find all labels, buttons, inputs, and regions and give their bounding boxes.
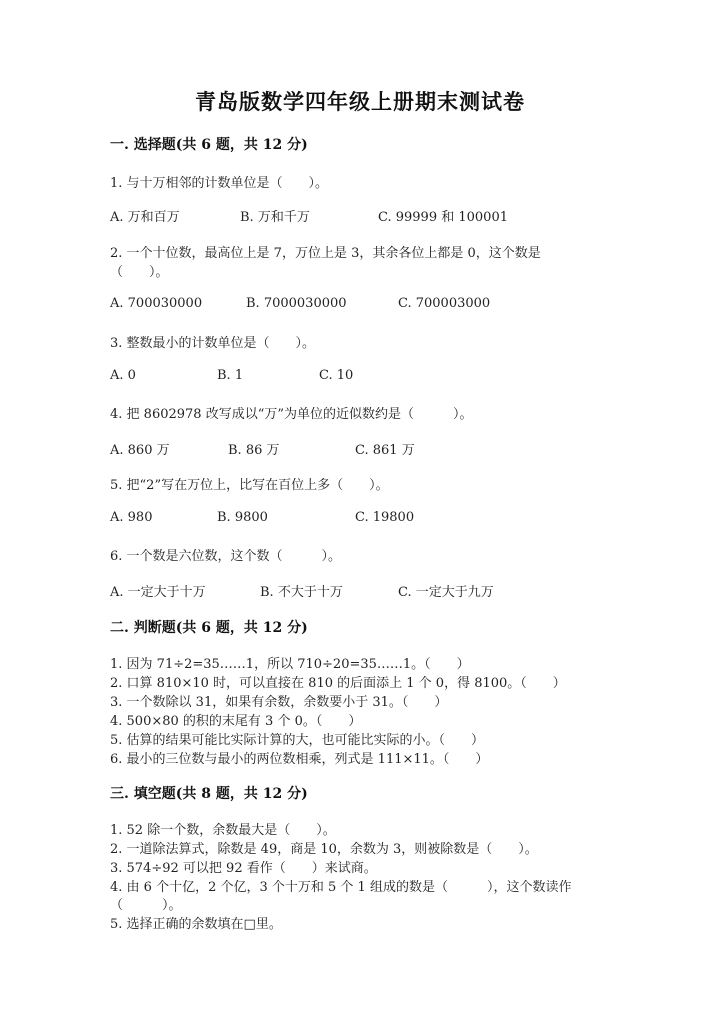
option-c: C. 99999 和 100001 <box>378 210 508 225</box>
fill-blank-item: 5. 选择正确的余数填在□里。 <box>110 917 282 932</box>
option-a: A. 0 <box>110 368 136 383</box>
judgement-item: 5. 估算的结果可能比实际计算的大，也可能比实际的小。（ ） <box>110 733 485 748</box>
option-c: C. 861 万 <box>355 443 415 458</box>
option-b: B. 不大于十万 <box>260 585 343 600</box>
option-b: B. 86 万 <box>228 443 280 458</box>
option-a: A. 980 <box>110 510 153 525</box>
page-title: 青岛版数学四年级上册期末测试卷 <box>195 89 525 114</box>
option-a: A. 一定大于十万 <box>110 585 206 600</box>
fill-blank-item: 1. 52 除一个数，余数最大是（ ）。 <box>110 823 336 838</box>
question-stem: 3. 整数最小的计数单位是（ ）。 <box>110 336 316 351</box>
fill-blank-item: 4. 由 6 个十亿，2 个亿，3 个十万和 5 个 1 组成的数是（ ），这个数读作 <box>110 880 572 895</box>
section-heading-judgement: 二. 判断题(共 6 题，共 12 分) <box>110 620 308 636</box>
option-c: C. 10 <box>319 368 354 383</box>
question-stem: 2. 一个十位数，最高位上是 7，万位上是 3，其余各位上都是 0，这个数是 <box>110 246 541 261</box>
option-b: B. 7000030000 <box>246 296 347 311</box>
judgement-item: 3. 一个数除以 31，如果有余数，余数要小于 31。（ ） <box>110 695 448 710</box>
judgement-item: 6. 最小的三位数与最小的两位数相乘，列式是 111×11。（ ） <box>110 752 489 767</box>
judgement-item: 2. 口算 810×10 时，可以直接在 810 的后面添上 1 个 0，得 8100。（ ） <box>110 676 566 691</box>
option-b: B. 9800 <box>217 510 268 525</box>
option-a: A. 万和百万 <box>110 210 180 225</box>
option-a: A. 700030000 <box>110 296 203 311</box>
question-stem: 6. 一个数是六位数，这个数（ ）。 <box>110 549 342 564</box>
judgement-item: 1. 因为 71÷2=35……1，所以 710÷20=35……1。（ ） <box>110 657 470 672</box>
section-heading-choice: 一. 选择题(共 6 题，共 12 分) <box>110 137 308 153</box>
fill-blank-item: 2. 一道除法算式，除数是 49，商是 10，余数为 3，则被除数是（ ）。 <box>110 842 538 857</box>
fill-blank-item: 3. 574÷92 可以把 92 看作（ ）来试商。 <box>110 861 377 876</box>
option-b: B. 1 <box>217 368 244 383</box>
section-heading-fill-blank: 三. 填空题(共 8 题，共 12 分) <box>110 786 308 802</box>
question-stem-continued: （ ）。 <box>110 265 169 280</box>
question-stem: 5. 把“2”写在万位上，比写在百位上多（ ）。 <box>110 478 389 493</box>
fill-blank-item-continued: （ ）。 <box>110 898 182 913</box>
judgement-item: 4. 500×80 的积的末尾有 3 个 0。（ ） <box>110 714 362 729</box>
question-stem: 4. 把 8602978 改写成以“万”为单位的近似数约是（ ）。 <box>110 407 473 422</box>
option-c: C. 700003000 <box>398 296 491 311</box>
option-b: B. 万和千万 <box>240 210 310 225</box>
question-stem: 1. 与十万相邻的计数单位是（ ）。 <box>110 176 329 191</box>
option-c: C. 19800 <box>355 510 415 525</box>
option-c: C. 一定大于九万 <box>398 585 494 600</box>
option-a: A. 860 万 <box>110 443 170 458</box>
